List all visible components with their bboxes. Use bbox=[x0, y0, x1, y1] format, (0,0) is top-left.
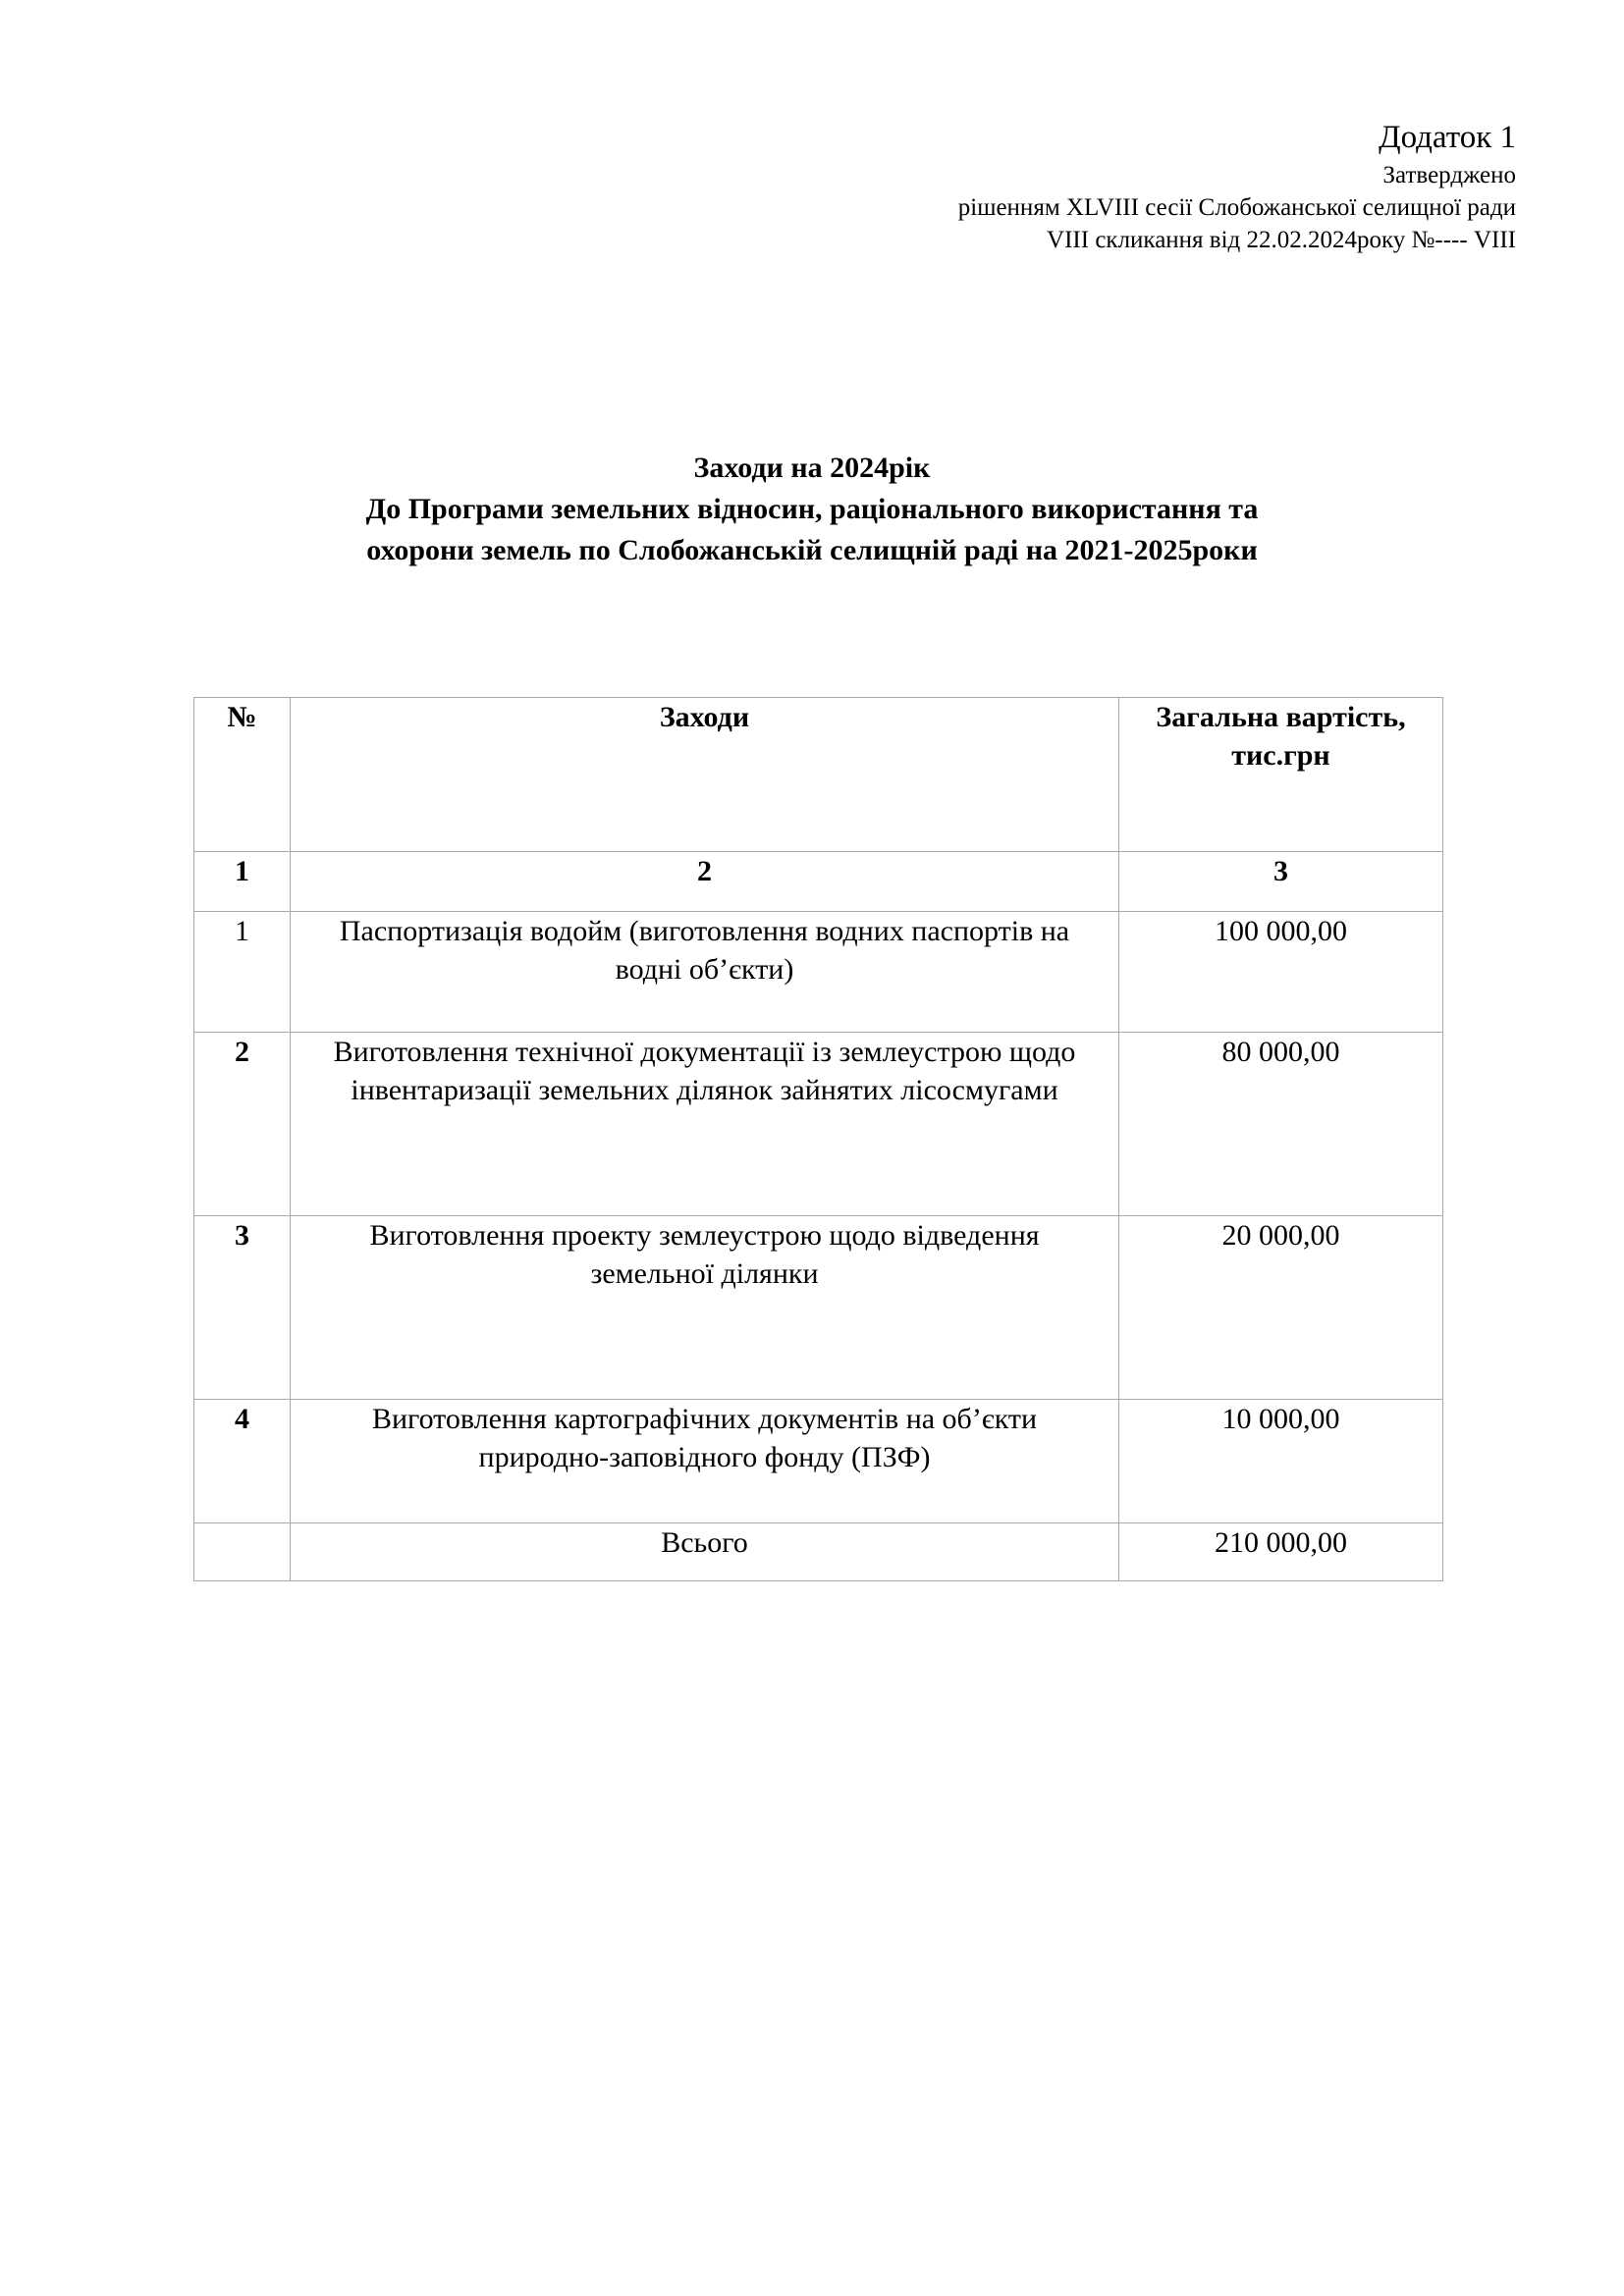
row-measure: Паспортизація водойм (виготовлення водних паспортів на водні об’єкти) bbox=[291, 912, 1119, 1033]
document-title bbox=[0, 448, 1624, 571]
approved-label: Затверджено bbox=[1382, 162, 1516, 188]
table-row bbox=[194, 912, 1443, 1033]
row-measure: Виготовлення картографічних документів на об’єкти природно-заповідного фонду (ПЗФ) bbox=[291, 1400, 1119, 1523]
row-number: 1 bbox=[194, 912, 291, 1033]
title-line-1: Заходи на 2024рік bbox=[693, 452, 931, 484]
row-cost: 100 000,00 bbox=[1119, 912, 1443, 1033]
table-row bbox=[194, 1400, 1443, 1523]
header-cost: Загальна вартість, тис.грн bbox=[1119, 698, 1443, 852]
row-measure: Виготовлення технічної документації із землеустрою щодо інвентаризації земельних ділянок зайнятих лісосмугами bbox=[291, 1033, 1119, 1216]
row-cost: 10 000,00 bbox=[1119, 1400, 1443, 1523]
total-cost: 210 000,00 bbox=[1119, 1523, 1443, 1581]
row-number: 3 bbox=[194, 1216, 291, 1400]
row-cost: 20 000,00 bbox=[1119, 1216, 1443, 1400]
table-header-row bbox=[194, 698, 1443, 852]
column-index-row bbox=[194, 852, 1443, 912]
total-row bbox=[194, 1523, 1443, 1581]
row-number: 2 bbox=[194, 1033, 291, 1216]
annex-label: Додаток 1 bbox=[1379, 120, 1516, 155]
table-row bbox=[194, 1216, 1443, 1400]
column-index-cell: 3 bbox=[1119, 852, 1443, 912]
total-empty-cell bbox=[194, 1523, 291, 1581]
total-label: Всього bbox=[291, 1523, 1119, 1581]
header-number: № bbox=[194, 698, 291, 852]
row-cost: 80 000,00 bbox=[1119, 1033, 1443, 1216]
title-line-2: До Програми земельних відносин, раціонального використання та bbox=[365, 493, 1259, 525]
row-number: 4 bbox=[194, 1400, 291, 1523]
column-index-cell: 2 bbox=[291, 852, 1119, 912]
approval-header bbox=[958, 116, 1516, 256]
measures-table bbox=[193, 697, 1443, 1581]
convocation-line: VIII скликання від 22.02.2024року №---- VIII bbox=[1047, 227, 1516, 253]
column-index-cell: 1 bbox=[194, 852, 291, 912]
decision-line: рішенням XLVIII сесії Слобожанської селищної ради bbox=[957, 194, 1516, 221]
title-line-3: охорони земель по Слобожанській селищній раді на 2021-2025роки bbox=[366, 534, 1258, 566]
table-row bbox=[194, 1033, 1443, 1216]
row-measure: Виготовлення проекту землеустрою щодо відведення земельної ділянки bbox=[291, 1216, 1119, 1400]
header-measures: Заходи bbox=[291, 698, 1119, 852]
